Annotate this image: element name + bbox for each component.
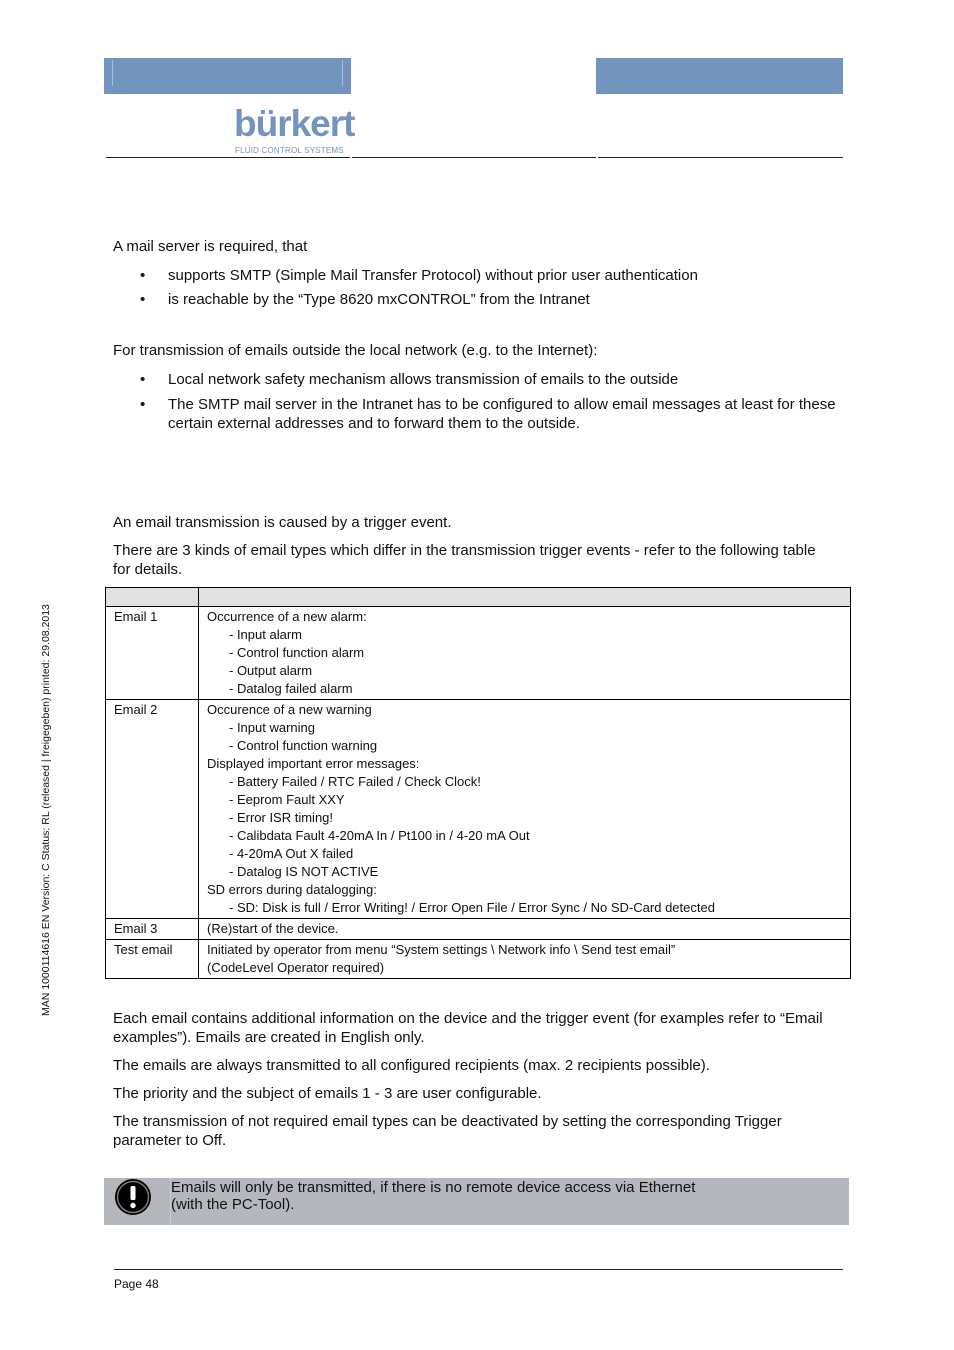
email-trigger-table: [105, 587, 851, 979]
bullet-icon: •: [140, 371, 146, 388]
email-type-cell: Email 3: [106, 919, 199, 940]
paragraph: The emails are always transmitted to all configured recipients (max. 2 recipients possible).: [113, 1057, 710, 1074]
email-type-cell: Test email: [106, 940, 199, 979]
header-rule-left: [106, 157, 350, 158]
paragraph: There are 3 kinds of email types which differ in the transmission trigger events - refer to the following table for details.: [113, 542, 816, 578]
table-header-row: [106, 588, 851, 607]
header-bar-left-highlight: [112, 60, 113, 86]
bullet-icon: •: [140, 396, 146, 413]
bullet-icon: •: [140, 267, 146, 284]
paragraph: A mail server is required, that: [113, 238, 308, 255]
trigger-line: - Input warning: [229, 720, 315, 735]
note-line: (with the PC-Tool).: [171, 1196, 295, 1213]
list-item: Local network safety mechanism allows transmission of emails to the outside: [168, 371, 679, 388]
trigger-line: - Battery Failed / RTC Failed / Check Clock!: [229, 774, 481, 789]
trigger-line: - Calibdata Fault 4-20mA In / Pt100 in / 4-20 mA Out: [229, 828, 530, 843]
trigger-line: - Datalog IS NOT ACTIVE: [229, 864, 379, 879]
header-rule-right: [598, 157, 843, 158]
trigger-line: (CodeLevel Operator required): [207, 960, 385, 975]
trigger-line: - Input alarm: [229, 627, 302, 642]
trigger-line: - Error ISR timing!: [229, 810, 334, 825]
header-bar-left-highlight: [342, 60, 343, 86]
paragraph: The transmission of not required email types can be deactivated by setting the corresponding Trigger parameter to Off.: [113, 1113, 782, 1149]
email-type-cell: Email 1: [106, 607, 199, 700]
trigger-event-cell: [199, 919, 851, 940]
list-item: supports SMTP (Simple Mail Transfer Protocol) without prior user authentication: [168, 267, 698, 284]
trigger-line: Displayed important error messages:: [207, 756, 420, 771]
document-status-sidebar: MAN 1000114616 EN Version: C Status: RL (released | freigegeben) printed: 29.08.2013: [40, 604, 52, 1016]
table-row: [106, 700, 851, 919]
header-bar-left: [104, 58, 351, 94]
list-item: The SMTP mail server in the Intranet has to be configured to allow email messages at least for these certain external addresses and to forward them to the outside.: [168, 396, 836, 432]
header-bar-right: [596, 58, 843, 94]
trigger-line: (Re)start of the device.: [207, 921, 339, 936]
note-text: [171, 1179, 695, 1213]
trigger-line: - Datalog failed alarm: [229, 681, 353, 696]
table-body: [106, 607, 851, 979]
trigger-line: - 4-20mA Out X failed: [229, 846, 354, 861]
trigger-line: SD errors during datalogging:: [207, 882, 377, 897]
table-row: [106, 940, 851, 979]
brand-tagline: FLUID CONTROL SYSTEMS: [235, 146, 344, 155]
note-line: Emails will only be transmitted, if there is no remote device access via Ethernet: [171, 1179, 696, 1196]
table-header-cell: [106, 588, 199, 607]
paragraph: An email transmission is caused by a trigger event.: [113, 514, 452, 531]
exclamation-icon: [104, 1178, 170, 1225]
list-item: is reachable by the “Type 8620 mxCONTROL” from the Intranet: [168, 291, 590, 308]
bullet-icon: •: [140, 291, 146, 308]
paragraph: The priority and the subject of emails 1 - 3 are user configurable.: [113, 1085, 542, 1102]
note-icon-area: [104, 1178, 170, 1225]
trigger-line: - Eeprom Fault XXY: [229, 792, 345, 807]
note-box: [104, 1178, 849, 1225]
paragraph: Each email contains additional information on the device and the trigger event (for examples refer to “Email examples”). Emails are created in English only.: [113, 1010, 823, 1046]
email-type-cell: Email 2: [106, 700, 199, 919]
brand-logo: bürkert: [234, 103, 355, 144]
trigger-line: Initiated by operator from menu “System settings \ Network info \ Send test email”: [207, 942, 676, 957]
trigger-event-cell: [199, 607, 851, 700]
trigger-line: Occurrence of a new alarm:: [207, 609, 367, 624]
table-row: [106, 607, 851, 700]
trigger-line: Occurence of a new warning: [207, 702, 372, 717]
table-header-cell: [199, 588, 851, 607]
trigger-line: - Output alarm: [229, 663, 313, 678]
table-row: [106, 919, 851, 940]
trigger-line: - Control function alarm: [229, 645, 365, 660]
paragraph: For transmission of emails outside the local network (e.g. to the Internet):: [113, 342, 598, 359]
trigger-event-cell: [199, 700, 851, 919]
page-number: Page 48: [114, 1277, 159, 1291]
footer-rule: [114, 1269, 843, 1270]
trigger-event-cell: [199, 940, 851, 979]
trigger-line: - SD: Disk is full / Error Writing! / Error Open File / Error Sync / No SD-Card detected: [229, 900, 715, 915]
header-rule-mid: [352, 157, 596, 158]
trigger-line: - Control function warning: [229, 738, 378, 753]
